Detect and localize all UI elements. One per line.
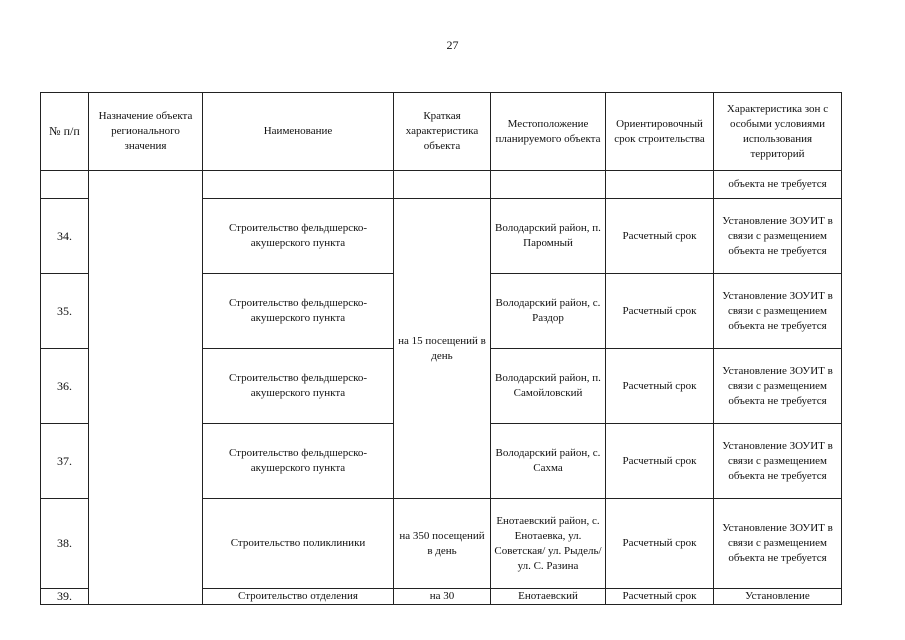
cell-num: 38.: [41, 499, 89, 589]
cell-name: Строительство фельдшерско-акушерского пункта: [203, 199, 394, 274]
cell-zones: Установление ЗОУИТ в связи с размещением объекта не требуется: [714, 274, 842, 349]
cell-term: Расчетный срок: [606, 499, 714, 589]
cell-name: Строительство фельдшерско-акушерского пункта: [203, 424, 394, 499]
cell-name: Строительство поликлиники: [203, 499, 394, 589]
cell-term: [606, 171, 714, 199]
table-row-continuation: [41, 171, 842, 199]
planning-table: [40, 92, 842, 605]
cell-zones: Установление ЗОУИТ в связи с размещением объекта не требуется: [714, 199, 842, 274]
cell-term: Расчетный срок: [606, 589, 714, 605]
cell-num: 34.: [41, 199, 89, 274]
cell-zones: Установление ЗОУИТ в связи с размещением объекта не требуется: [714, 349, 842, 424]
cell-brief-merged: на 15 посещений в день: [394, 199, 491, 499]
cell-name: Строительство отделения: [203, 589, 394, 605]
cell-num: 37.: [41, 424, 89, 499]
header-num: № п/п: [41, 93, 89, 171]
page-number: 27: [446, 38, 459, 52]
header-term: Ориентировочный срок строительства: [606, 93, 714, 171]
cell-location: Енотаевский район, с. Енотаевка, ул. Советская/ ул. Рыдель/ ул. С. Разина: [491, 499, 606, 589]
cell-zones: Установление ЗОУИТ в связи с размещением объекта не требуется: [714, 424, 842, 499]
header-location: Местоположение планируемого объекта: [491, 93, 606, 171]
cell-num: 36.: [41, 349, 89, 424]
cell-location: Володарский район, п. Самойловский: [491, 349, 606, 424]
cell-location: Володарский район, с. Раздор: [491, 274, 606, 349]
cell-zones: объекта не требуется: [714, 171, 842, 199]
cell-name: Строительство фельдшерско-акушерского пункта: [203, 349, 394, 424]
cell-num: [41, 171, 89, 199]
header-zones: Характеристика зон с особыми условиями использования территорий: [714, 93, 842, 171]
header-brief: Краткая характеристика объекта: [394, 93, 491, 171]
cell-brief: [394, 171, 491, 199]
header-name: Наименование: [203, 93, 394, 171]
cell-location: [491, 171, 606, 199]
cell-term: Расчетный срок: [606, 199, 714, 274]
cell-name: Строительство фельдшерско-акушерского пункта: [203, 274, 394, 349]
cell-term: Расчетный срок: [606, 424, 714, 499]
cell-location: Володарский район, п. Паромный: [491, 199, 606, 274]
cell-term: Расчетный срок: [606, 274, 714, 349]
cell-num: 35.: [41, 274, 89, 349]
cell-brief: на 350 посещений в день: [394, 499, 491, 589]
cell-brief: на 30: [394, 589, 491, 605]
cell-location: Енотаевский: [491, 589, 606, 605]
cell-zones: Установление ЗОУИТ в связи с размещением объекта не требуется: [714, 499, 842, 589]
cell-term: Расчетный срок: [606, 349, 714, 424]
cell-location: Володарский район, с. Сахма: [491, 424, 606, 499]
cell-zones: Установление: [714, 589, 842, 605]
cell-purpose-merged: [89, 171, 203, 605]
table-header-row: [41, 93, 842, 171]
cell-num: 39.: [41, 589, 89, 605]
header-purpose: Назначение объекта регионального значения: [89, 93, 203, 171]
cell-name: [203, 171, 394, 199]
